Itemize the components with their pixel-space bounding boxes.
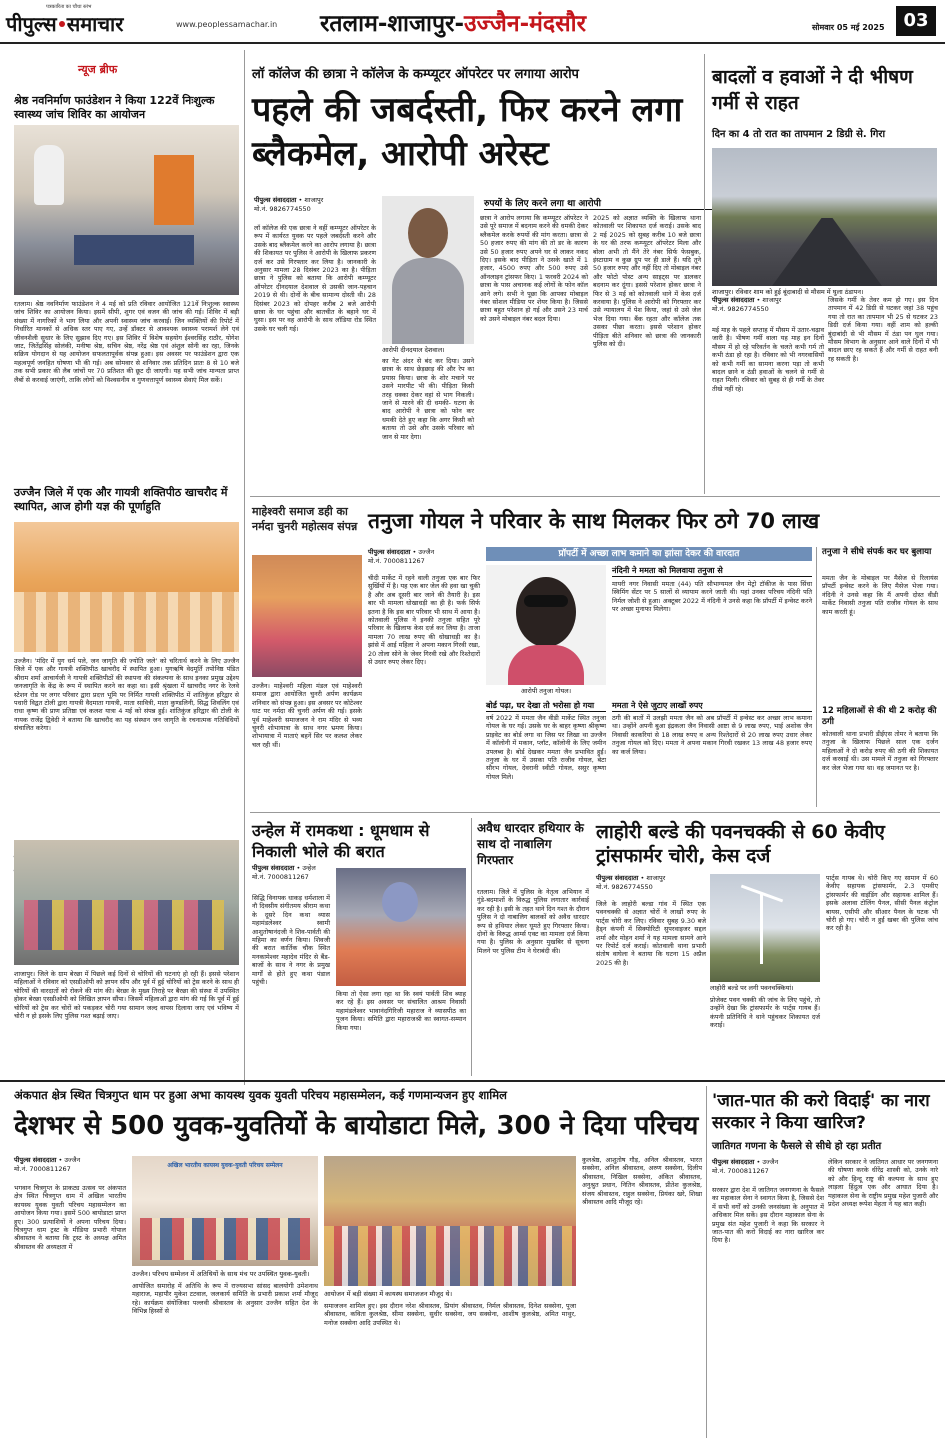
news-brief-label: न्यूज ब्रीफ (78, 63, 118, 76)
brief-2-photo (14, 522, 239, 652)
kayastha-photo-caption-2: आयोजन में बड़ी संख्या में कायस्थ समाजजन मौजूद थे। (324, 1290, 453, 1298)
kayastha-body-1: भगवान चित्रगुप्त के प्राकट्य उत्सव पर अंकपात क्षेत्र स्थित चित्रगुप्त धाम में अखिल भारतीय कायस्थ युवक युवती परिचय महासम्मेलन का आयोजन किया गया। इसमें 500 बायोडाटा प्राप्त हुए। 300 प्रत्याशियों ने अपना परिचय दिया। चित्रगुप्त धाम ट्रस्ट के मीडिया प्रभारी गोपाल श्रीवास्तव ने बताया कि ट्रस्ट के अध्यक्ष अमित श्रीवास्तव की अध्यक्षता में (14, 1184, 126, 1251)
jaat-left-divider (706, 1086, 707, 1438)
lahori-byline-mobile: मो.नं. 9826774550 (596, 883, 653, 891)
kayastha-photo-caption-1: उज्जैन। परिचय सम्मेलन में अतिथियों के साथ मंच पर उपस्थित युवक-युवती। (132, 1270, 310, 1278)
tanuja-right-sub-2: 12 महिलाओं से की थी 2 करोड़ की ठगी (822, 706, 937, 727)
issue-date: सोमवार 05 मई 2025 (812, 23, 885, 32)
kayastha-stage-photo (132, 1156, 318, 1266)
tanuja-right-body-2: कोतवाली थाना प्रभारी डीईएस तोमर ने बताया कि तनुजा के खिलाफ पिछले साल एक दर्जन महिलाओं ने दो करोड़ रुपए की ठगी की शिकायत दर्ज करवाई थी। उस मामले में तनुजा को गिरफ्तार कर जेल भेजा गया था। वह जमानत पर है। (822, 730, 938, 772)
tanuja-body-1: चीदी मार्केट में रहने वाली तनुजा एक बार फिर सुर्खियों में है। यह एक बार जेल की हवा खा चुकी है और अब दूसरी बार जाने की तैयारी है। इस बार भी मामला धोखाधड़ी का ही है। फर्क सिर्फ इतना है कि इस बार परिवार भी साथ में आया है। कोतवाली पुलिस ने इनकी तनुजा सहित पूरे परिवार के खिलाफ केस दर्ज कर लिया है। ताजा मामला 70 लाख रुपए की धोखाधड़ी का है। झांसे में आई महिला ने अपना मकान गिरवी रखा, 20 तोला सोने के जेवर गिरवी रखे और रिश्तेदारों से उधार रुपए लेकर दिए। (368, 574, 480, 667)
lahori-body-3: पार्ट्स गायब थे। चोरी किए गए सामान में 60 केवीए सहायक ट्रांसफार्मर, 2.3 एमवीए ट्रांसफार्मर की वाइंडिंग और सहायक शामिल हैं। इसके अलावा टोलिंग पैनल, सीसी पैनल कंट्रोल बायस, एसीपी और सीआर पैनल के घटक भी चोरी हो गए। चोरी न हुईं खबर की पुलिस जांच कर रही है। (826, 874, 938, 933)
page-number: 03 (896, 6, 936, 36)
tanuja-body-2: मायरी नगर निवासी ममता (44) पति सौभाग्यमल जैन मेट्रो टॉकीज के पास सिंधा स्विमिंग सेंटर पर 5 सालों से व्यायाम करने जाती थी। यहां उनका परिचय नंदिनी पति निर्मल जोशी से हुआ। अक्टूबर 2022 में नंदिनी ने उनसे कहा कि प्रॉपर्टी में इन्वेस्ट करने पर अच्छा मुनाफा मिलेगा। (612, 580, 812, 614)
ramkatha-headline: उन्हेल में रामकथा : धूमधाम से निकाली भोले की बरात (252, 821, 430, 861)
tanuja-right-body-1: ममता जैन के मोबाइल पर मैसेज से रिलायंस प्रॉपर्टी इन्वेस्ट करने के लिए मैसेज भेजा गया। नंदिनी ने उनसे कहा कि मैं अपनी दोस्त वीडी मार्केट निवासी तनुजा पति राजीव गोयल के साथ काम करती हूं। (822, 574, 938, 616)
brand-name: पीपुल्स (6, 12, 57, 36)
tanuja-sub-3: ममता ने ऐसे जुटाए लाखों रुपए (612, 700, 812, 712)
lead-byline-place: शाजापुर (304, 196, 324, 204)
lahori-headline: लाहोरी बल्डे की पवनचक्की से 60 केवीए ट्रांसफार्मर चोरी, केस दर्ज (596, 821, 885, 867)
masthead (0, 0, 945, 44)
kayastha-byline: पीपुल्स संवाददाता • उज्जैन मो.नं. 7000811267 (14, 1156, 81, 1173)
kayastha-body-3: समाजजन शामिल हुए। इस दौरान नरेश श्रीवास्तव, प्रियांग श्रीवास्तव, निर्मल श्रीवास्तव, दिनेश सक्सेना, पूजा श्रीवास्तव, कविता कुलश्रेष्ठ, सीमा सक्सेना, सुधीर सक्सेना, जय सक्सेना, आशीष कुलश्रेष्ठ, अमित माथुर, मनोज सक्सेना आदि उपस्थित थे। (324, 1302, 576, 1327)
lead-right-divider (704, 54, 705, 494)
jaat-byline-name: पीपुल्स संवाददाता (712, 1158, 755, 1166)
brief-2-body: उज्जैन। 'मंदिर में युग धर्म पले, जन जागृति की ज्योति जले' को चरितार्थ करने के लिए उज्जैन जिले में एक और गायत्री शक्तिपीठ खाचरौद में स्थापित हुआ। युगऋषि वेदमूर्ति तपोनिष्ठ पंडित श्रीराम शर्मा आचार्यजी ने गायत्री शक्तिपीठों की स्थापना की संकल्पना के साथ इनका प्रमुख उद्देश्य जनजागृति के केंद्र के रूप में स्थापित करने का कहा था। इसी श्रृंखला में खाचरौद नगर के रेलवे स्टेशन रोड पर लगर परिवार द्वारा प्रदत्त भूमि पर निर्मित गायत्री शक्तिपीठ में शांतिकुंज हरिद्वार से पधारी विद्वत टोली द्वारा गायत्री वैदमाता गायत्री, माता सावित्री, माता कुण्डलिनी, सिद्ध शिवलिंग एवं राधा कृष्ण की प्राण प्रतिष्ठा एवं कलश यात्रा 4 मई को संपन्न हुई। शांतिकुंज हरिद्वार की टोली के नायक राजेंद्र द्विवेदी ने बताया कि खाचरौद का यह संस्थान जन जागृति के रचनात्मक गतिविधियों संचालित करेगा। (14, 657, 239, 733)
jaat-byline: पीपुल्स संवाददाता • उज्जैन मो.नं. 7000811267 (712, 1158, 779, 1175)
weather-photo-caption: शाजापुर। रविवार शाम को हुई बूंदाबादी से मौसम में घुला ठंडापन। (712, 288, 864, 296)
tanuja-sub-2: बोर्ड पढ़ा, घर देखा तो भरोसा हो गया (486, 700, 606, 712)
jaat-body-2: लेकिन सरकार ने जातिगत आधार पर जनगणना की घोषणा करके धीरेंद्र शास्त्री को, उनके नारे को और हिन्दू राष्ट्र की कल्पना के साथ हुए लाड़ला हिंदुत्व एक और आघात दिया है। महाकाल सेना के राष्ट्रीय प्रमुख महेश पुजारी और प्रदेश अध्यक्ष रूपेश मेहता ने यह बात कही। (828, 1158, 938, 1209)
brief-2-headline: उज्जैन जिले में एक और गायत्री शक्तिपीठ खाचरौद में स्थापित, आज होगी यज्ञ की पूर्णाहुति (14, 486, 228, 513)
brand-tag: पत्रकारिता का चौथा स्तंभ (46, 4, 92, 10)
jaat-byline-mobile: मो.नं. 7000811267 (712, 1167, 769, 1175)
ramkatha-body: सिद्धि विनायक धाकड़ धर्मशाला में नौ दिवसीय संगीतमय श्रीराम कथा के दूसरे दिन कथा व्यास महामंडलेश्वर स्वामी आशुतोषानंदजी ने शिव-पार्वती की महिमा का वर्णन किया। शिवजी की बरात कार्तिक चौक स्थित मनकामेश्वर महादेव मंदिर से बैंड-बाजों के साथ ने नगर के प्रमुख मार्गों से होते हुए कथा पंडाल पहुंची। (252, 894, 330, 987)
kayastha-byline-mobile: मो.नं. 7000811267 (14, 1165, 71, 1173)
ramkatha-byline-name: पीपुल्स संवाददाता (252, 864, 295, 872)
tanuja-right-sub-1: तनुजा ने सीधे संपर्क कर घर बुलाया (822, 547, 932, 557)
weather-subhead: दिन का 4 तो रात का तापमान 2 डिग्री से. गिरा (712, 129, 886, 140)
lead-body-2: का गेट अंदर से बंद कर दिया। उसने छात्रा के साथ छेड़छाड़ की और रेप का प्रयास किया। छात्रा के शोर मचाने पर उसने मारपीट भी की। पीड़िता किसी तरह धक्का देकर वहां से भाग निकली। जाने से मारने की दी धमकी- घटना के बाद आरोपी ने छात्रा को फोन कर धमकी देते हुए कहा कि अगर किसी को बताया तो उसे और उसके परिवार को जान से मार देगा। (382, 357, 474, 441)
kayastha-byline-place: उज्जैन (64, 1156, 81, 1164)
awaidh-headline: अवैध धारदार हथियार के साथ दो नाबालिग गिरफ्तार (477, 821, 584, 867)
kayastha-body-4: कुलश्रेष्ठ, आशुतोष गौड़, अनिल श्रीवास्तव, भारत सक्सेना, अनिल श्रीवास्तव, अरुण सक्सेना, दिलीप श्रीवास्तव, निखिल सक्सेना, अंकित श्रीवास्तव, अनुश्रुत प्रधान, नितिन श्रीवास्तव, प्रीतेश कुलश्रेष्ठ, संजय श्रीवास्तव, राहुल सक्सेना, प्रियंका खरे, शिखा श्रीवास्तव आदि मौजूद रहे। (582, 1156, 702, 1207)
weather-body-1: मई माह के पहले सप्ताह में मौसम में उतार-चढ़ाव जारी है। भीषण गर्मी वाला यह माह इन दिनों मौसम में हो रहे परिवर्तन के चलते कभी गर्म तो कभी ठंडा हो रहा है। रविवार को भी नगरवासियों को कभी गर्मी का सामना करना पड़ा तो कभी बादल छाने व ठंडी हवाओं के चलने से गर्मी से राहत मिली। रविवार को सुबह से ही गर्मी के तेवर तीखे नहीं रहे। (712, 326, 824, 393)
brand-name-2: समाचार (66, 12, 124, 36)
kayastha-kicker: अंकपात क्षेत्र स्थित चित्रगुप्त धाम पर हुआ अभा कायस्थ युवक युवती परिचय महासम्मेलन, कई गणमान्यजन हुए शामिल (14, 1088, 507, 1102)
weather-headline: बादलों व हवाओं ने दी भीषण गर्मी से राहत (712, 66, 913, 114)
ramkatha-byline-place: उन्हेल (302, 864, 316, 872)
lead-callout: रुपयों के लिए करने लगा था आरोपी (484, 196, 714, 210)
edition-title (320, 6, 680, 40)
maheshwari-body: उज्जैन। माहेश्वरी महिला मंडल एवं माहेश्वरी समाज द्वारा आयोजित चुनरी अर्पण कार्यक्रम शनिवार को संपन्न हुआ। इस अवसर पर कोटेश्वर घाट पर नर्मदा की चुनरी अर्पण की गई। इसके पूर्व माहेश्वरी समाजजन ने राम मंदिर से भव्य चुनरी शोभायात्रा के साथ नगर भ्रमण किया। शोभायात्रा में माताएं बहनें सिर पर कलश लेकर चल रही थीं। (252, 682, 362, 749)
weather-photo (712, 148, 937, 286)
jaat-headline: 'जात-पात की करो विदाई' का नारा सरकार ने किया खारिज? (712, 1091, 930, 1133)
lead-accused-photo (382, 196, 474, 344)
awaidh-left-divider (471, 818, 472, 1076)
mid-rule-2 (250, 812, 940, 813)
tanuja-body-3: वर्ष 2022 में ममता जैन वीडी मार्केट स्थित तनुजा गोयल के घर गई। उसके घर के बाहर कृष्णा श्रीकृष्ण प्राइवेट का बोर्ड लगा था जिस पर लिखा था उज्जैन में कॉलोनी में मकान, प्लॉट, कॉलोनी के लिए जमीन उपलब्ध है। बोर्ड देखकर ममता जैन प्रभावित हुईं। तनुजा के घर में उसका पति राजीव गोयल, बेटा सौरभ गोयल, देवरानी स्वीटी गोयल, ससुर कृष्णा गोयल मिले। (486, 714, 606, 781)
tanuja-byline-mobile: मो.नं. 7000811267 (368, 557, 425, 565)
tanuja-byline-name: पीपुल्स संवाददाता (368, 548, 411, 556)
lahori-body-1: जिले के लाहोरी बल्डा गांव में स्थित एक पवनचक्की से अज्ञात चोरों ने लाखों रुपए के पार्ट्स चोरी कर लिए। रविवार सुबह 9.30 बजे हैड्न कंपनी में सिक्योरिटी सुपरवाइजर सद्दल शर्मा और मोहन शर्मा ने यह मामला सामने आने पर रिपोर्ट दर्ज कराई। कोतवाली थाना प्रभारी संतोष वाघेला ने बताया कि घटना 15 अप्रैल 2025 की है। (596, 900, 706, 967)
kayastha-crowd-photo (324, 1156, 576, 1286)
news-brief-column (14, 50, 239, 915)
jaat-subhead: जातिगत गणना के फैसले से सीधे हो रहा प्रतीत (712, 1141, 882, 1152)
awaidh-body: रतलाम। जिले में पुलिस के नेतृत्व अभियान में गुंडे-बदमाशों के विरुद्ध पुलिस लगातार कार्रवाई कर रही है। इसी के तहत थाने दिन गश्त के दौरान पुलिस ने दो नाबालिग बालकों को अवैध धारदार रूप से हथियार लेकर घूमते हुए गिरफ्तार किया। दोनों के विरुद्ध आर्म्स एक्ट का मामला दर्ज किया गया है। पुलिस के अनुसार मुखबिर से सूचना मिलने पर पुलिस टीम ने घेराबंदी की। (477, 888, 589, 955)
lead-byline: पीपुल्स संवाददाता • शाजापुर मो.नं. 9826774550 (254, 196, 324, 213)
tanuja-headline: तनुजा गोयल ने परिवार के साथ मिलकर फिर ठगे 70 लाख (368, 509, 820, 533)
brief-1-photo (14, 125, 239, 295)
tanuja-sub-1: नंदिनी ने ममता को मिलवाया तनुजा से (612, 565, 812, 577)
weather-body-2: जिसके गर्मी के तेवर कम हो गए। इस दिन तापमान में 42 डिग्री से घटकर जहां 38 पहुंच गया तो रात का तापमान भी 25 से घटकर 23 डिग्री दर्ज किया गया। वहीं शाम को हल्की बूंदाबांदी से भी मौसम में ठंडा पन घुल गया। मौसम विभाग के अनुसार आने वाले दिनों में भी बादल छाए रह सकते हैं और गर्मी से राहत बनी रह सकती है। (828, 296, 938, 363)
brief-1-headline: श्रेष्ठ नवनिर्माण फाउंडेशन ने किया 122वें निःशुल्क स्वास्थ्य जांच शिविर का आयोजन (14, 94, 215, 121)
tanuja-accused-photo (486, 565, 606, 685)
bottom-section-rule (0, 1080, 945, 1082)
site-url[interactable]: www.peoplessamachar.in (176, 20, 278, 29)
maheshwari-photo (252, 555, 362, 677)
lead-kicker: लॉ कॉलेज की छात्रा ने कॉलेज के कम्प्यूटर ऑपरेटर पर लगाया आरोप (252, 67, 579, 82)
mid-rule-1 (250, 496, 940, 497)
lahori-byline-name: पीपुल्स संवाददाता (596, 874, 639, 882)
lead-body-1: लॉ कॉलेज की एक छात्रा ने वहीं कम्प्यूटर ऑपरेटर के रूप में कार्यरत युवक पर पहले जबर्दस्ती करने और उसके बाद ब्लैकमेल करने का आरोप लगाया है। छात्रा की शिकायत पर पुलिस ने आरोपी के खिलाफ प्रकरण दर्ज कर उसे गिरफ्तार कर लिया है। जानकारी के अनुसार मामला 28 दिसंबर 2023 का है। पीड़िता छात्रा ने पुलिस को बताया कि आरोपी कम्प्यूटर ऑपरेटर दीनदयाल देशवाल से उसकी जान-पहचान 2019 से थी। दोनों के बीच सामान्य दोस्ती थी। 28 दिसंबर 2023 को दोपहर करीब 2 बजे आरोपी छात्रा के घर पहुंचा और बातचीत के बहाने घर में घुसा। इस पर वह आरोपी के साथ लॉडिया रोड स्थित उसके घर चली गई। (254, 224, 376, 333)
brief-3-photo (14, 840, 239, 965)
jaat-body-1: सरकार द्वारा देश में जातिगत जनगणना के फैसले का महाकाल सेना ने स्वागत किया है, जिससे देश में सभी वर्गों को उनकी जनसंख्या के अनुपात में अधिकार मिल सकें। इस दौरान महाकाल सेना के प्रमुख संत महेश पुजारी ने कहा कि सरकार ने जात-पात की करो विदाई का नारा खारिज कर दिया है। (712, 1186, 824, 1245)
lead-photo-caption: आरोपी दीनदयाल देशवाल। (382, 346, 445, 354)
kayastha-body-2: आयोजित समारोह में अतिथि के रूप में राज्यसभा सांसद बालयोगी उमेशनाथ महाराज, महापौर मुकेश टटवाल, जलकार्य समिति के प्रभारी प्रकाश शर्मा मौजूद रहे। कार्यक्रम संयोजिका पल्लवी श्रीवास्तव के अनुसार उज्जैन सहित देश के विभिन्न हिस्सों से (132, 1282, 318, 1316)
ramkatha-photo (336, 868, 466, 986)
lahori-byline-place: शाजापुर (646, 874, 666, 882)
tanuja-photo-caption: आरोपी तनुजा गोयल। (520, 687, 572, 695)
brief-3-body: शाजापुर। जिले के ग्राम बेरछा में पिछले कई दिनों से चोरियों की घटनाएं हो रही हैं। इससे परेशान महिलाओं ने रविवार को एसडीओपी को ज्ञापन सौंप और पूर्व में हुई चोरियों को ट्रेस करने के साथ ही चोरियों की वारदातों को रोकने की मांग की। बेरछा के मुख्य तिराहे पर बैरछा की संस्था में उपस्थित होकर बेरछा एसडीओपी को लिखित ज्ञापन सौंपा। जिसमें महिलाओं द्वारा मांग की गई कि पूर्व में हुई चोरियों को ट्रेस कर चोरों को पकड़कर चोरी गया सामान जल्द वापस दिलाया जाए एवं भविष्य में चोरी न हो इसके लिए पुलिस गश्त बढ़ाई जाए। (14, 970, 239, 1021)
lahori-windmill-photo (710, 874, 820, 982)
weather-byline-name: पीपुल्स संवाददाता (712, 296, 755, 304)
lead-byline-mobile: मो.नं. 9826774550 (254, 205, 311, 213)
tanuja-right-divider (816, 547, 817, 807)
edition-a: रतलाम-शाजापुर- (320, 11, 465, 37)
weather-byline-mobile: मो.नं. 9826774550 (712, 305, 769, 313)
maheshwari-headline: माहेश्वरी समाज डही का नर्मदा चुनरी महोत्सव संपन्न (252, 505, 358, 533)
brand-logo (6, 4, 176, 34)
kayastha-headline: देशभर से 500 युवक-युवतियों के बायोडाटा मिले, 300 ने दिया परिचय (14, 1111, 699, 1141)
weather-byline: पीपुल्स संवाददाता • शाजापुर मो.नं. 9826774550 (712, 296, 782, 313)
tanuja-byline-place: उज्जैन (418, 548, 435, 556)
tanuja-banner: प्रॉपर्टी में अच्छा लाभ कमाने का झांसा देकर की वारदात (486, 547, 812, 561)
lahori-byline: पीपुल्स संवाददाता • शाजापुर मो.नं. 9826774550 (596, 874, 666, 891)
edition-b: उज्जैन-मंदसौर (464, 11, 587, 37)
ramkatha-byline: पीपुल्स संवाददाता • उन्हेल मो.नं. 7000811267 (252, 864, 316, 881)
lahori-photo-caption: लाहोरी बल्डे पर लगी पवनचक्कियां। (710, 984, 794, 992)
left-column-divider (244, 50, 245, 1085)
lead-body-3: छात्रा ने आरोप लगाया कि कम्प्यूटर ऑपरेटर ने उसे पूरे समाज में बदनाम करने की धमकी देकर ब्लैकमेल करके रुपयों की मांग करता। छात्रा से 50 हजार रुपए की मांग की तो डर के कारण उसे 50 हजार रुपए अपने घर से लाकर नकद दिए। इसके बाद पीड़िता ने उसके खाते में 1 हजार, 4500 रुपए और 500 रुपए उसे ऑनलाइन ट्रांसफर किए। 1 फरवरी 2024 को छात्रा के पास अचानक कई लोगों के फोन कॉल आने लगे। सभी ने पूछा कि आपका मोबाइल नंबर सोशल मीडिया पर शेयर किया है। जिससे छात्रा बहुत परेशान हो गई और उसने 23 मार्च को उसने मोबाइल नंबर बदल दिया। (480, 214, 588, 323)
ramkatha-byline-mobile: मो.नं. 7000811267 (252, 873, 309, 881)
kayastha-stage-banner: अखिल भारतीय कायस्थ युवक-युवती परिचय सम्मेलन (167, 1162, 283, 1169)
tanuja-byline: पीपुल्स संवाददाता • उज्जैन मो.नं. 7000811267 (368, 548, 435, 565)
lead-headline: पहले की जबर्दस्ती, फिर करने लगा ब्लैकमेल, आरोपी अरेस्ट (252, 90, 683, 174)
lead-body-4: 2025 को अज्ञात व्यक्ति के खिलाफ थाना कोतवाली पर शिकायत दर्ज कराई। उसके बाद 2 मई 2025 को सुबह करीब 10 बजे छात्रा के घर की तरफ कम्प्यूटर ऑपरेटर मिला और बोला अभी तो मैंने तेरे नंबर सिर्फ फेसबुक, इंस्टाग्राम व कुछ ग्रुप पर ही डाले हैं। यदि तूने 50 हजार रुपए और नहीं दिए तो मोबाइल नंबर और फोटो पोस्ट अन्य साइट्स पर डालकर बदनाम कर दूंगा। इससे परेशान होकर छात्रा ने फिर से 3 मई को कोतवाली थाने में केस दर्ज करवाया है। पुलिस ने आरोपी को गिरफ्तार कर उसे न्यायालय में पेश किया, जहां से उसे जेल भेज दिया गया। बैंक रहता और कॉलेज तक उसका पीछा करता। इससे परेशान होकर पीड़िता बीते शनिवार को छात्रा की जानकारी पुलिस को दी। (593, 214, 701, 349)
masthead-rule (0, 42, 945, 44)
lahori-body-2: प्रोजेक्ट पवन चक्की की जांच के लिए पहुंचे, तो उन्होंने देखा कि ट्रांसफार्मर के पार्ट्स गायब हैं। कंपनी प्रतिनिधि ने थाने पहुंचकर शिकायत दर्ज कराई। (710, 996, 820, 1030)
tanuja-body-4: ठगी की बातों में उलझी ममता जैन को अब प्रॉपर्टी में इन्वेस्ट कर अच्छा लाभ कमाना था। उन्होंने अपनी बुआ इंद्रकला जैन निवासी आष्टा से 9 लाख रुपए, भाई अशोक जैन निवासी काकरियां से 18 लाख रुपए व अन्य रिश्तेदारों से 20 लाख रुपए उधार लेकर तनुजा गोयल को दिए। ममता ने अपना मकान गिरवी रखकर 13 लाख 48 हजार रुपए का कर्ज लिया। (612, 714, 812, 756)
jaat-byline-place: उज्जैन (762, 1158, 779, 1166)
brief-1-body: रतलाम। श्रेष्ठ नवनिर्माण फाउंडेशन ने 4 मई को प्रति रविवार आयोजित 121वें निःशुल्क स्वास्थ्य जांच शिविर का आयोजन किया। इसमें सीपी, शुगर एवं वजन की जांच की गई। शिविर में बड़ी संख्या में नागरिकों ने भाग लिया और अपनी स्वास्थ्य जांच करवाई। जिन व्यक्तियों की रिपोर्ट में निर्धारित मानकों से अधिक स्तर पाए गए, उन्हें डॉक्टर से आवश्यक स्वास्थ्य परामर्श लेने एवं जीवनशैली सुधार के लिए सुझाव दिए गए। इस शिविर में विशेष सहयोग ईश्वरसिंह राठौर, योगेश जाट, जितेंद्रसिंह सोलंकी, मनीषा श्रेष्ठ, सचिन श्रेष्ठ, नरेंद्र श्रेष्ठ एवं अंशुल सोनी का रहा, जिनके सक्रिय योगदान से यह आयोजन सफलतापूर्वक संपन्न हुआ। इस अवसर पर फाउंडेशन द्वारा एक महत्वपूर्ण जनहित घोषणा भी की गई। अब सोमवार से शनिवार तक प्रतिदिन प्रातः 8 से 10 बजे तक सभी प्रकार की लैब जांचों पर 70 प्रतिशत की छूट दी जाएगी। यह सभी जांच मान्यता प्राप्त लैबों से करवाई जाएंगी, ताकि लोगों को विश्वसनीय व गुणवत्तापूर्ण स्वास्थ्य सेवाएं मिल सकें। (14, 300, 239, 384)
kayastha-byline-name: पीपुल्स संवाददाता (14, 1156, 57, 1164)
ramkatha-body-2: किया तो ऐसा लगा रहा था कि स्वयं पार्वती शिव ब्याह कर रहे हैं। इस अवसर पर संचालित आश्रम निवासी महामंडलेश्वर भावानंदगिरिजी महाराज ने व्यासपीठ का पूजन किया। समिति द्वारा महाराजश्री का स्वागत-सम्मान किया गया। (336, 990, 466, 1032)
weather-byline-place: शाजापुर (762, 296, 782, 304)
lead-byline-name: पीपुल्स संवाददाता (254, 196, 297, 204)
brand-dot-icon (59, 21, 65, 27)
